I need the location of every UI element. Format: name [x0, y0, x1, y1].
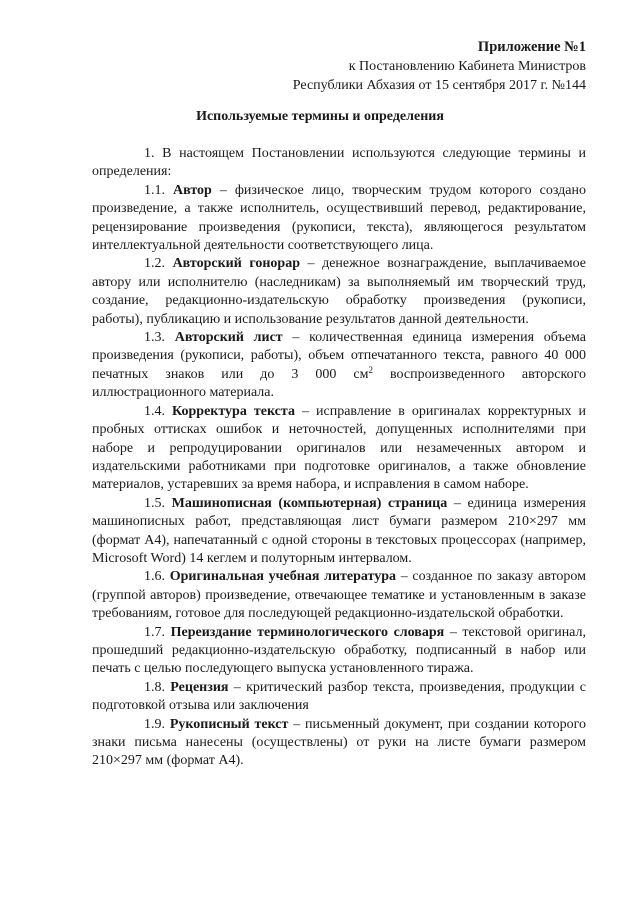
- term-paragraph: [92, 329, 586, 403]
- term-name: Автор: [173, 182, 212, 198]
- term-number: 1.5.: [144, 495, 165, 511]
- term-number: 1.3.: [144, 330, 165, 346]
- term-paragraph: [92, 624, 586, 679]
- header-line-1: к Постановлению Кабинета Министров: [348, 59, 586, 74]
- term-paragraph: [92, 716, 586, 771]
- term-name: Машинописная (компьютерная) страница: [171, 495, 448, 511]
- term-name: Корректура текста: [172, 403, 295, 419]
- term-name: Рукописный текст: [169, 716, 289, 732]
- term-paragraph: [92, 182, 586, 256]
- term-number: 1.8.: [144, 679, 165, 695]
- term-definition: – письменный документ, при создании которого знаки письма нанесены (осуществлены) от руки на листе бумаги размером 210×297 мм (формат А4).: [92, 716, 587, 769]
- term-paragraph: [92, 495, 586, 569]
- document-body: [92, 145, 586, 771]
- term-number: 1.6.: [144, 569, 165, 585]
- term-definition: – физическое лицо, творческим трудом которого создано произведение, а также исполнитель, осуществивший перевод, редактирование, рецензирование произведения (рукописи, текста), являющегося результатом интеллектуальной деятельности соответствующего лица.: [92, 182, 586, 254]
- term-paragraph: [92, 679, 586, 716]
- term-number: 1.7.: [144, 624, 165, 640]
- document-header: [293, 38, 586, 95]
- term-paragraph: [92, 403, 586, 495]
- intro-paragraph: 1. В настоящем Постановлении используются следующие термины и определения:: [92, 146, 586, 180]
- term-number: 1.9.: [144, 716, 165, 732]
- term-name: Авторский лист: [174, 330, 283, 346]
- term-definition: – критический разбор текста, произведения, продукции с подготовкой отзыва или заключения: [92, 679, 586, 714]
- term-name: Авторский гонорар: [172, 256, 300, 272]
- term-name: Рецензия: [170, 679, 229, 695]
- document-title: Используемые термины и определения: [196, 109, 444, 124]
- term-name: Оригинальная учебная литература: [169, 569, 397, 585]
- appendix-number: Приложение №1: [477, 39, 586, 55]
- header-line-2: Республики Абхазия от 15 сентября 2017 г. №144: [292, 78, 586, 93]
- term-name: Переиздание терминологического словаря: [170, 624, 445, 640]
- term-definition: – единица измерения машинописных работ, представляющая лист бумаги размером 210×297 мм (формат А4), напечатанный с одной стороны в текстовых процессорах (например, Microsoft Word) 14 кеглем и полуторным интервалом.: [92, 495, 586, 566]
- superscript: 2: [368, 364, 373, 375]
- term-definition: – созданное по заказу автором (группой авторов) произведение, отвечающее тематике и установленным в заказе требованиям, готовое для последующей редакционно-издательской обработки.: [92, 569, 587, 622]
- term-paragraph: [92, 255, 586, 329]
- term-definition: – текстовой оригинал, прошедший редакционно-издательскую обработку, подписанный в набор или печать с целью последующего выпуска установленного тиража.: [92, 624, 587, 677]
- term-number: 1.4.: [144, 403, 165, 419]
- term-definition: – исправление в оригиналах корректурных и пробных оттисках ошибок и неточностей, допущенных исполнителями при наборе и репродуцировании оригиналов или незамеченных автором и издательскими работниками при подготовке оригиналов, а также обновление материалов, устаревших за время набора, и исправления в самом наборе.: [92, 403, 586, 493]
- term-definition-cont: воспроизведенного авторского иллюстрационного материала.: [92, 366, 586, 401]
- term-definition: – количественная единица измерения объема произведения (рукописи, работы), объем отпечатанного текста, равного 40 000 печатных знаков или до 3 000 см: [92, 330, 587, 382]
- term-number: 1.2.: [144, 256, 165, 272]
- term-paragraph: [92, 568, 586, 623]
- term-definition: – денежное вознаграждение, выплачиваемое автору или исполнителю (наследникам) за выполняемый им творческий труд, создание, редакционно-издательскую обработку произведения (рукописи, работы), публикацию и использование результатов данной деятельности.: [92, 256, 586, 327]
- term-number: 1.1.: [144, 182, 165, 198]
